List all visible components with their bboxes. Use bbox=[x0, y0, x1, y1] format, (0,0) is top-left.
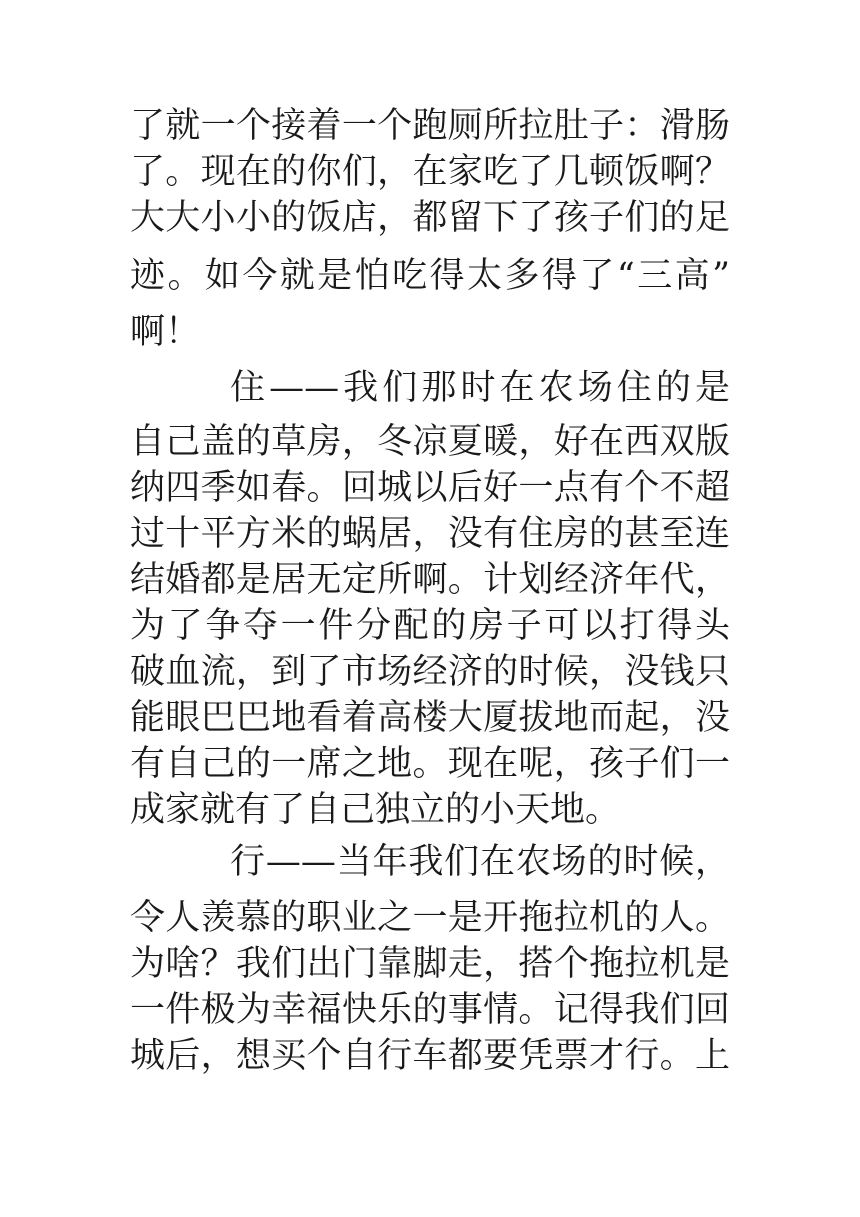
text-line-15: 成家就有了自己独立的小天地。 bbox=[130, 790, 621, 830]
text-line-10: 结婚都是居无定所啊。计划经济年代， bbox=[130, 560, 730, 600]
text-line-1: 了就一个接着一个跑厕所拉肚子：滑肠 bbox=[130, 106, 730, 146]
text-line-7: 自己盖的草房，冬凉夏暖，好在西双版 bbox=[130, 422, 730, 462]
text-line-17: 令人羡慕的职业之一是开拖拉机的人。 bbox=[130, 898, 730, 938]
text-line-2: 了。现在的你们，在家吃了几顿饭啊？ bbox=[130, 152, 730, 192]
text-line-12: 破血流，到了市场经济的时候，没钱只 bbox=[130, 652, 730, 692]
text-line-19: 一件极为幸福快乐的事情。记得我们回 bbox=[130, 990, 730, 1030]
text-line-3: 大大小小的饭店，都留下了孩子们的足 bbox=[130, 198, 730, 238]
text-line-18: 为啥？我们出门靠脚走，搭个拖拉机是 bbox=[130, 944, 730, 984]
paragraph-heading-zhu: 住——我们那时在农场住的是 bbox=[230, 368, 730, 408]
text-line-9: 过十平方米的蜗居，没有住房的甚至连 bbox=[130, 514, 730, 554]
text-line-14: 有自己的一席之地。现在呢，孩子们一 bbox=[130, 744, 730, 784]
paragraph-heading-xing: 行——当年我们在农场的时候， bbox=[230, 842, 730, 882]
text-line-13: 能眼巴巴地看着高楼大厦拔地而起，没 bbox=[130, 698, 730, 738]
text-line-11: 为了争夺一件分配的房子可以打得头 bbox=[130, 606, 730, 646]
text-line-5: 啊！ bbox=[130, 312, 201, 352]
text-line-8: 纳四季如春。回城以后好一点有个不超 bbox=[130, 468, 730, 508]
text-line-20: 城后，想买个自行车都要凭票才行。上 bbox=[130, 1036, 730, 1076]
text-line-4: 迹。如今就是怕吃得太多得了“三高” bbox=[130, 256, 730, 296]
